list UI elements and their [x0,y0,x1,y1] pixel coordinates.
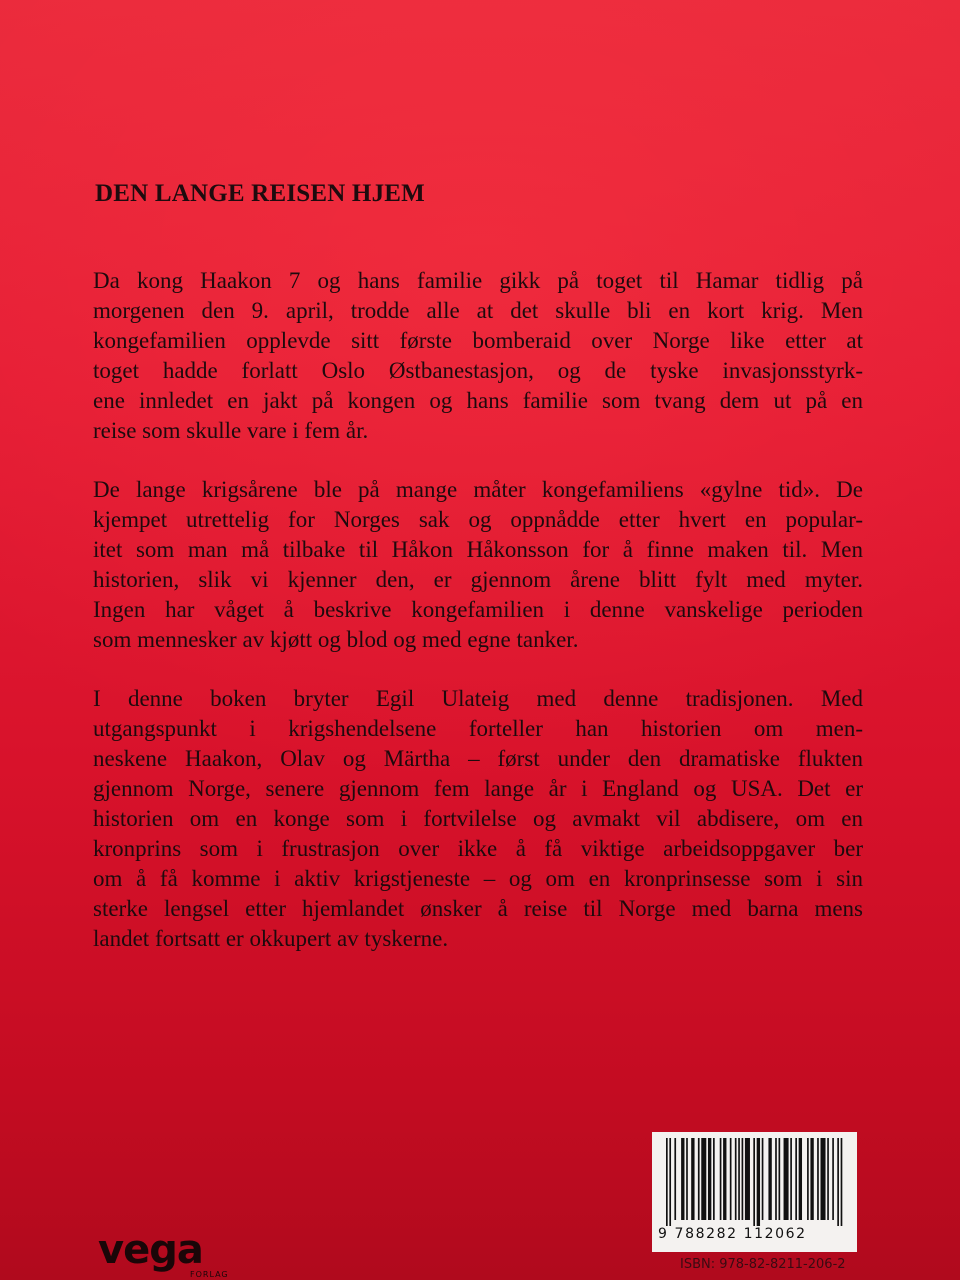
blurb-line: I denne boken bryter Egil Ulateig med denne tradisjonen. Med [93,686,863,711]
blurb-paragraph [93,266,863,446]
isbn-number: ISBN: 978-82-8211-206-2 [680,1257,846,1272]
blurb-line: morgenen den 9. april, trodde alle at det skulle bli en kort krig. Men [93,298,863,323]
blurb-line: reise som skulle vare i fem år. [93,418,369,443]
blurb-line: ene innledet en jakt på kongen og hans familie som tvang dem ut på en [93,388,863,413]
blurb-paragraph [93,475,863,655]
blurb-line: Da kong Haakon 7 og hans familie gikk på toget til Hamar tidlig på [93,268,863,293]
blurb-line: historien, slik vi kjenner den, er gjennom årene blitt fylt med myter. [93,567,863,592]
blurb-paragraph [93,684,863,954]
blurb-line: toget hadde forlatt Oslo Østbanestasjon, og de tyske invasjonsstyrk- [93,358,863,383]
blurb-line: neskene Haakon, Olav og Märtha – først under den dramatiske flukten [93,746,863,771]
book-title: DEN LANGE REISEN HJEM [95,180,425,207]
barcode-digits: 9 788282 112062 [658,1226,807,1242]
blurb-line: itet som man må tilbake til Håkon Håkonsson for å finne maken til. Men [93,537,863,562]
blurb-line: De lange krigsårene ble på mange måter kongefamiliens «gylne tid». De [93,477,863,502]
blurb [93,266,863,983]
blurb-line: kronprins som i frustrasjon over ikke å få viktige arbeidsoppgaver ber [93,836,863,861]
blurb-line: som mennesker av kjøtt og blod og med egne tanker. [93,627,579,652]
publisher-logo-sub: FORLAG [190,1270,229,1279]
blurb-line: kjempet utrettelig for Norges sak og oppnådde etter hvert en popular- [93,507,863,532]
blurb-line: kongefamilien opplevde sitt første bomberaid over Norge like etter at [93,328,863,353]
blurb-line: utgangspunkt i krigshendelsene forteller han historien om men- [93,716,863,741]
barcode-icon [666,1138,844,1226]
blurb-line: om å få komme i aktiv krigstjeneste – og om en kronprinsesse som i sin [93,866,863,891]
barcode-label [652,1132,857,1252]
blurb-line: historien om en konge som i fortvilelse og avmakt vil abdisere, om en [93,806,863,831]
blurb-line: Ingen har våget å beskrive kongefamilien i denne vanskelige perioden [93,597,863,622]
blurb-line: landet fortsatt er okkupert av tyskerne. [93,926,449,951]
blurb-line: sterke lengsel etter hjemlandet ønsker å reise til Norge med barna mens [93,896,863,921]
blurb-line: gjennom Norge, senere gjennom fem lange år i England og USA. Det er [93,776,863,801]
publisher-logo: vega [98,1227,203,1273]
